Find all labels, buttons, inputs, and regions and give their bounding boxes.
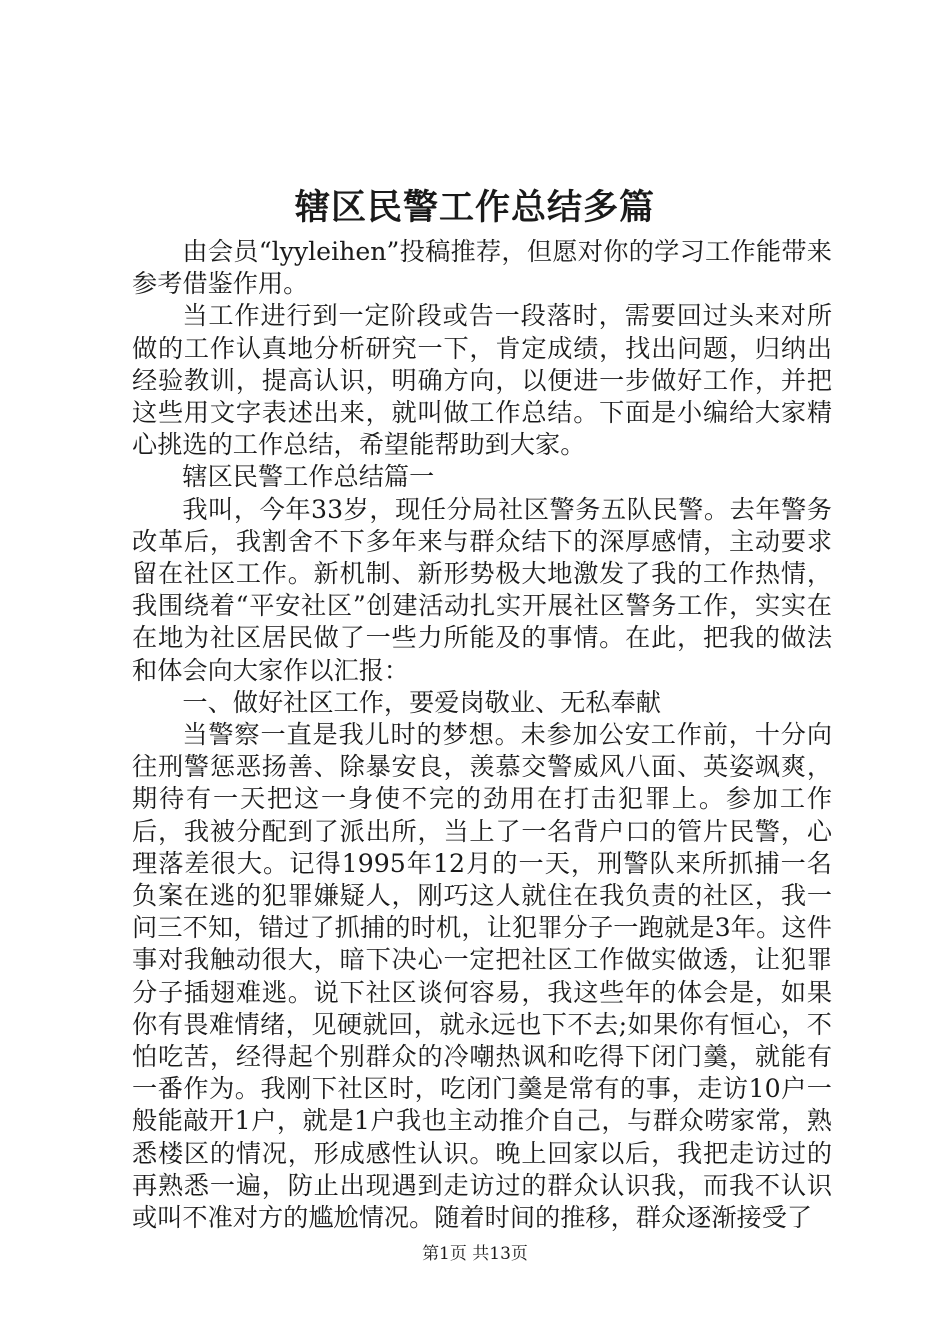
- paragraph-intro: 由会员“lyyleihen”投稿推荐，但愿对你的学习工作能带来参考借鉴作用。: [132, 237, 832, 299]
- section-heading-part-one: 辖区民警工作总结篇一: [182, 462, 435, 492]
- paragraph-experience: 当警察一直是我儿时的梦想。未参加公安工作前，十分向往刑警惩恶扬善、除暴安良，羡慕交警威风八面、英姿飒爽，期待有一天把这一身使不完的劲用在打击犯罪上。参加工作后，我被分配到了派出所，当上了一名背户口的管片民警，心理落差很大。记得1995年12月的一天，刑警队来所抓捕一名负案在逃的犯罪嫌疑人，刚巧这人就住在我负责的社区，我一问三不知，错过了抓捕的时机，让犯罪分子一跑就是3年。这件事对我触动很大，暗下决心一定把社区工作做实做透，让犯罪分子插翅难逃。说下社区谈何容易，我这些年的体会是，如果你有畏难情绪，见硬就回，就永远也下不去;如果你有恒心，不怕吃苦，经得起个别群众的冷嘲热讽和吃得下闭门羹，就能有一番作为。我刚下社区时，吃闭门羹是常有的事，走访10户一般能敲开1户，就是1户我也主动推介自己，与群众唠家常，熟悉楼区的情况，形成感性认识。晚上回家以后，我把走访过的再熟悉一遍，防止出现遇到走访过的群众认识我，而我不认识或叫不准对方的尴尬情况。随着时间的推移，群众逐渐接受了: [132, 720, 832, 1233]
- page-total: 共13页: [472, 1244, 528, 1264]
- paragraph-summary-definition: 当工作进行到一定阶段或告一段落时，需要回过头来对所做的工作认真地分析研究一下，肯定成绩，找出问题，归纳出经验教训，提高认识，明确方向，以便进一步做好工作，并把这些用文字表述出来，就叫做工作总结。下面是小编给大家精心挑选的工作总结，希望能帮助到大家。: [132, 301, 832, 460]
- subheading-dedication: 一、做好社区工作，要爱岗敬业、无私奉献: [182, 687, 661, 717]
- page-number: 第1页: [422, 1244, 467, 1264]
- document-title: 辖区民警工作总结多篇: [294, 187, 655, 228]
- document-body: [132, 236, 832, 1234]
- paragraph-self-introduction: 我叫，今年33岁，现任分局社区警务五队民警。去年警务改革后，我割舍不下多年来与群众结下的深厚感情，主动要求留在社区工作。新机制、新形势极大地激发了我的工作热情，我围绕着“平安社区”创建活动扎实开展社区警务工作，实实在在地为社区居民做了一些力所能及的事情。在此，把我的做法和体会向大家作以汇报：: [132, 494, 832, 685]
- page-footer: [0, 1242, 950, 1266]
